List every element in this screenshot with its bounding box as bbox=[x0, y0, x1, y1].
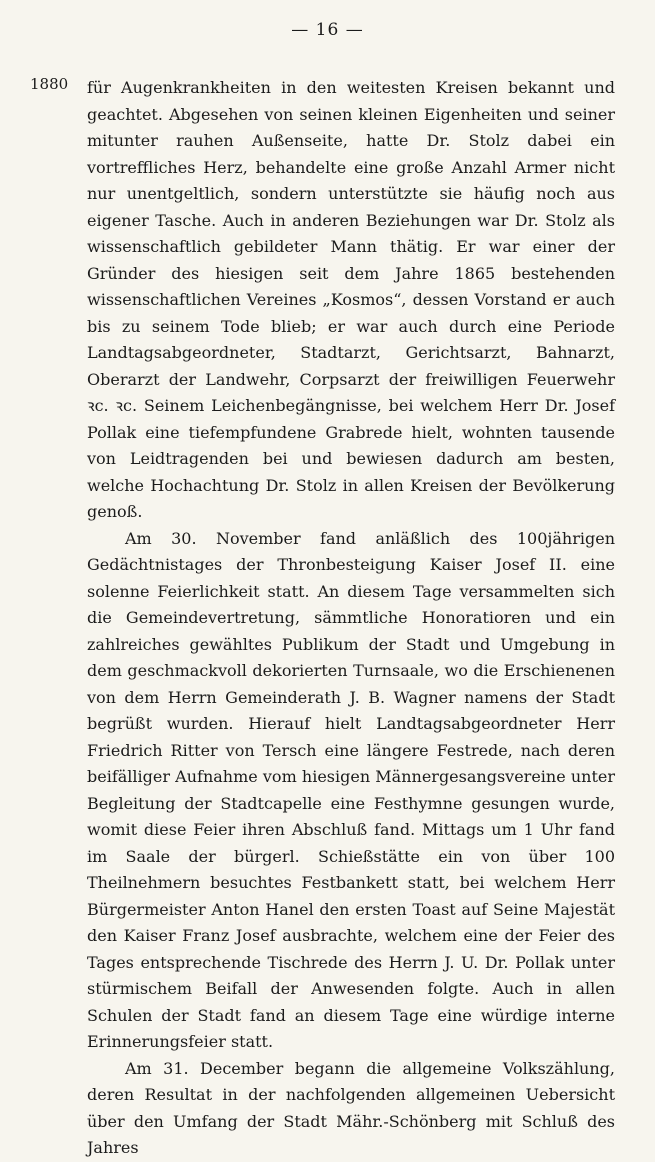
paragraph: für Augenkrankheiten in den weitesten Kreisen bekannt und geachtet. Abgesehen von seinen kleinen Eigenheiten und seiner mitunter rauhen Außenseite, hatte Dr. Stolz dabei ein vortreffliches Herz, behandelte eine große Anzahl Armer nicht nur unentgeltlich, sondern unterstützte sie häufig noch aus eigener Tasche. Auch in anderen Beziehungen war Dr. Stolz als wissenschaftlich gebildeter Mann thätig. Er war einer der Gründer des hiesigen seit dem Jahre 1865 bestehenden wissenschaftlichen Vereines „Kosmos“, dessen Vorstand er auch bis zu seinem Tode blieb; er war auch durch eine Periode Landtagsabgeordneter, Stadtarzt, Gerichtsarzt, Bahnarzt, Oberarzt der Landwehr, Corpsarzt der freiwilligen Feuerwehr ꝛc. ꝛc. Seinem Leichenbegängnisse, bei welchem Herr Dr. Josef Pollak eine tiefempfundene Grabrede hielt, wohnten tausende von Leidtragenden bei und bewiesen dadurch am besten, welche Hochachtung Dr. Stolz in allen Kreisen der Bevölkerung genoß. bbox=[87, 78, 615, 521]
paragraph: Am 30. November fand anläßlich des 100jährigen Gedächtnistages der Thronbesteigung Kaiser Josef II. eine solenne Feierlichkeit statt. An diesem Tage versammelten sich die Gemeindevertretung, sämmtliche Honoratioren und ein zahlreiches gewähltes Publikum der Stadt und Umgebung in dem geschmackvoll dekorierten Turnsaale, wo die Erschienenen von dem Herrn Gemeinderath J. B. Wagner namens der Stadt begrüßt wurden. Hierauf hielt Landtagsabgeordneter Herr Friedrich Ritter von Tersch eine längere Festrede, nach deren beifälliger Aufnahme vom hiesigen Männergesangsvereine unter Begleitung der Stadtcapelle eine Festhymne gesungen wurde, womit diese Feier ihren Abschluß fand. Mittags um 1 Uhr fand im Saale der bürgerl. Schießstätte ein von über 100 Theilnehmern besuchtes Festbankett statt, bei welchem Herr Bürgermeister Anton Hanel den ersten Toast auf Seine Majestät den Kaiser Franz Josef ausbrachte, welchem eine der Feier des Tages entsprechende Tischrede des Herrn J. U. Dr. Pollak unter stürmischem Beifall der Anwesenden folgte. Auch in allen Schulen der Stadt fand an diesem Tage eine würdige interne Erinnerungsfeier statt. bbox=[87, 528, 615, 1051]
page-number: — 16 — bbox=[291, 20, 364, 40]
body-text bbox=[87, 75, 615, 1162]
paragraph: Am 31. December begann die allgemeine Volkszählung, deren Resultat in der nachfolgenden allgemeinen Uebersicht über den Umfang der Stadt Mähr.-Schönberg mit Schluß des Jahres bbox=[87, 1058, 615, 1157]
margin-year: 1880 bbox=[30, 75, 69, 93]
